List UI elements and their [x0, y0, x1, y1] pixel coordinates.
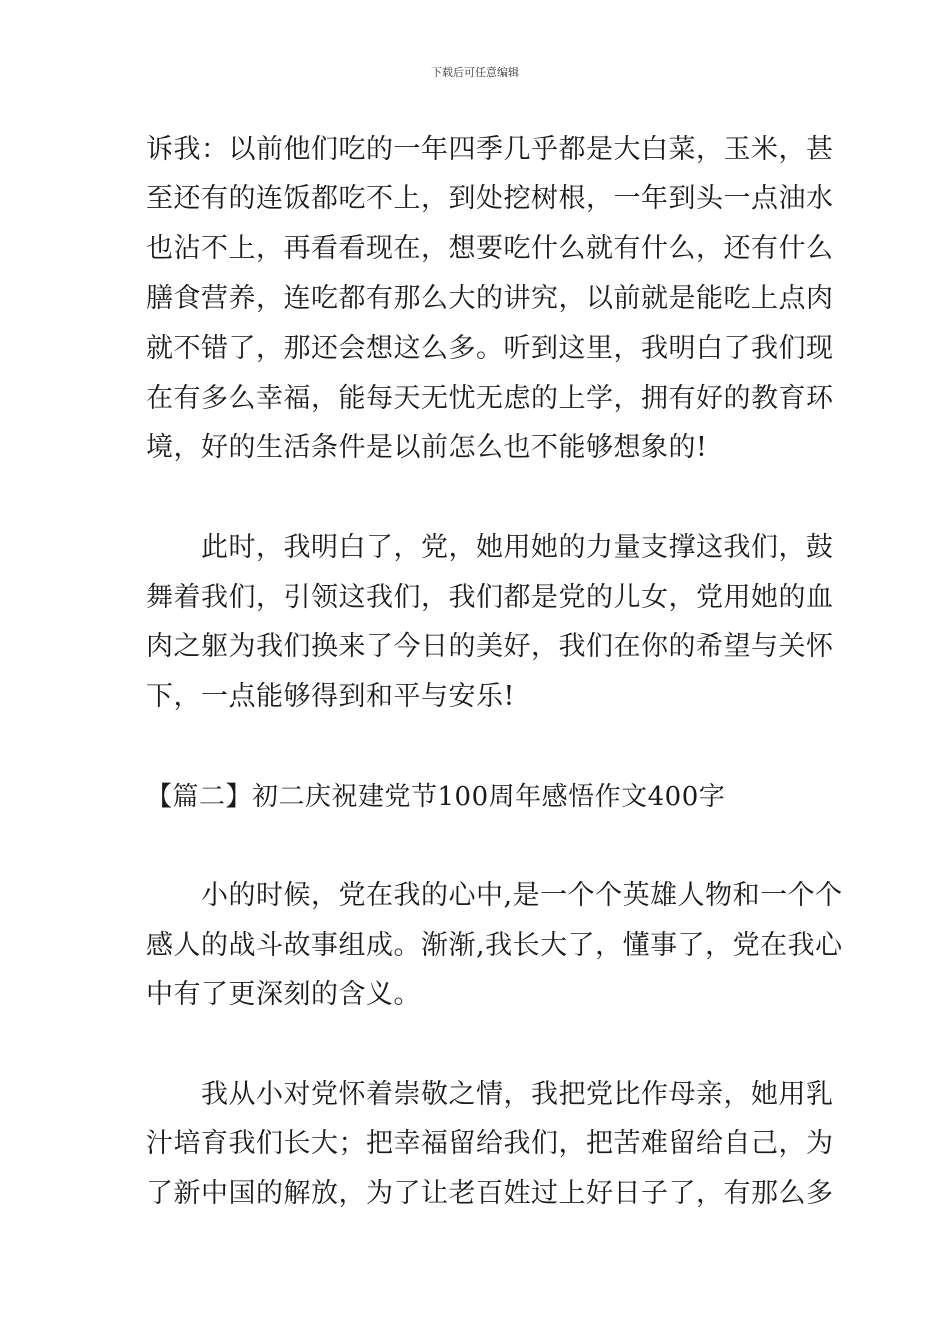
paragraph-line: 诉我：以前他们吃的一年四季几乎都是大白菜，玉米，甚 [146, 134, 834, 165]
paragraph-line: 我从小对党怀着崇敬之情，我把党比作母亲，她用乳 [146, 1079, 834, 1110]
paragraph-line: 也沾不上，再看看现在，想要吃什么就有什么，还有什么 [146, 233, 834, 264]
paragraph-line: 此时，我明白了，党，她用她的力量支撑这我们，鼓 [146, 532, 834, 563]
paragraph-line: 了新中国的解放，为了让老百姓过上好日子了，有那么多 [146, 1178, 834, 1209]
section-heading: 【篇二】初二庆祝建党节100周年感悟作文400字 [146, 782, 726, 812]
page-header-note: 下载后可任意编辑 [431, 66, 519, 79]
paragraph-line: 境，好的生活条件是以前怎么也不能够想象的! [146, 432, 708, 463]
paragraph-line: 膳食营养，连吃都有那么大的讲究，以前就是能吃上点肉 [146, 283, 834, 314]
paragraph-line: 在有多么幸福，能每天无忧无虑的上学，拥有好的教育环 [146, 383, 834, 414]
paragraph-line: 感人的战斗故事组成。渐渐,我长大了，懂事了，党在我心 [146, 930, 843, 961]
paragraph-line: 下，一点能够得到和平与安乐! [146, 681, 515, 712]
paragraph-line: 中有了更深刻的含义。 [146, 979, 421, 1010]
paragraph-line: 就不错了，那还会想这么多。听到这里，我明白了我们现 [146, 333, 834, 364]
paragraph-line: 至还有的连饭都吃不上，到处挖树根，一年到头一点油水 [146, 183, 834, 214]
paragraph-line: 舞着我们，引领这我们，我们都是党的儿女，党用她的血 [146, 582, 834, 613]
paragraph-line: 汁培育我们长大；把幸福留给我们，把苦难留给自己，为 [146, 1128, 834, 1159]
paragraph-line: 小的时候，党在我的心中,是一个个英雄人物和一个个 [146, 880, 843, 911]
paragraph-line: 肉之躯为我们换来了今日的美好，我们在你的希望与关怀 [146, 631, 834, 662]
